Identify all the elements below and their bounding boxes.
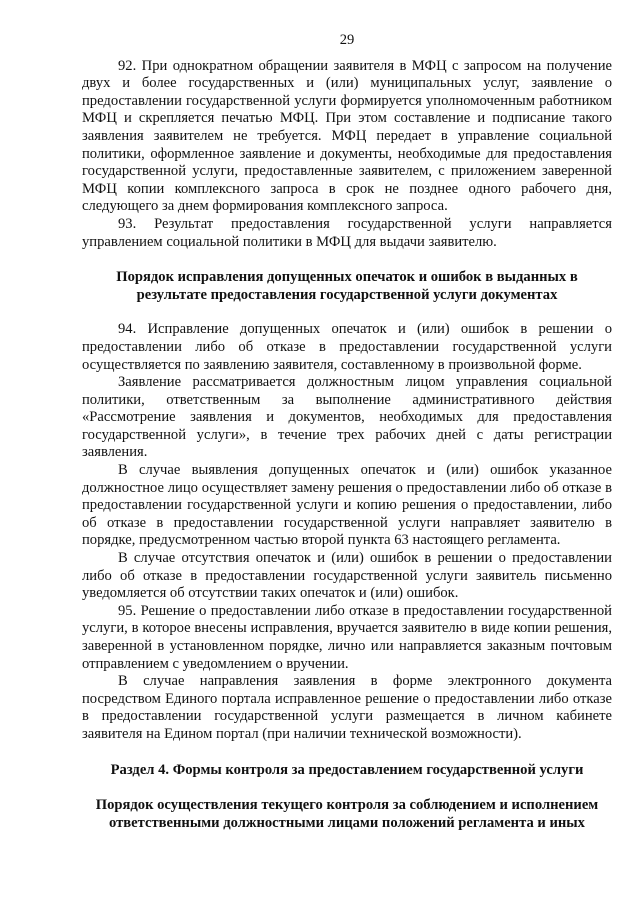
paragraph-no-errors: В случае отсутствия опечаток и (или) ошибок в решении о предоставлении либо об отказе в предоставлении государственной услуги заявитель письменно уведомляется об отсутствии таких опечаток и (или) ошибок. (82, 550, 612, 602)
paragraph-92: 92. При однократном обращении заявителя в МФЦ с запросом на получение двух и более государственных и (или) муниципальных услуг, заявление о предоставлении государственной услуги формируется уполномоченным работником МФЦ и скрепляется печатью МФЦ. При этом составление и подписание такого заявления заявителем не требуется. МФЦ передает в управление социальной политики, оформленное заявление и документы, необходимые для предоставления государственной услуги, предоставленные заявителем, с приложением заверенной МФЦ копии комплексного запроса в срок не позднее одного рабочего дня, следующего за днем формирования комплексного запроса. (82, 57, 612, 215)
section-heading-corrections: Порядок исправления допущенных опечаток и ошибок в выданных в результате предоставления государственной услуги документах (116, 269, 578, 303)
page-number: 29 (339, 32, 355, 48)
section-4-heading: Раздел 4. Формы контроля за предоставлением государственной услуги (110, 761, 584, 778)
spacer (82, 779, 612, 797)
paragraph-94: 94. Исправление допущенных опечаток и (или) ошибок в решении о предоставлении либо об отказе в предоставлении государственной услуги осуществляется по заявлению заявителя, составленному в произвольной форме. (82, 321, 612, 373)
paragraph-93: 93. Результат предоставления государственной услуги направляется управлением социальной политики в МФЦ для выдачи заявителю. (82, 215, 612, 250)
paragraph-95: 95. Решение о предоставлении либо отказе в предоставлении государственной услуги, в которое внесены исправления, вручается заявителю в виде копии решения, заверенной в установленном порядке, лично или направляется заказным почтовым отправлением с уведомлением о вручении. (82, 602, 612, 672)
subsection-heading-control: Порядок осуществления текущего контроля за соблюдением и исполнением ответственными должностными лицами положений регламента и иных (95, 797, 599, 831)
paragraph-electronic: В случае направления заявления в форме электронного документа посредством Единого портала исправленное решение о предоставлении либо отказе в предоставлении государственной услуги размещается в личном кабинете заявителя на Едином портал (при наличии технической возможности). (82, 673, 612, 742)
paragraph-errors-found: В случае выявления допущенных опечаток и (или) ошибок указанное должностное лицо осуществляет замену решения о предоставлении либо об отказе в предоставлении государственной услуги и копию решения о предоставлении, либо об отказе в предоставлении государственной услуги направляет заявителю в порядке, предусмотренном частью второй пункта 63 настоящего регламента. (82, 462, 612, 549)
spacer (82, 304, 612, 321)
spacer (82, 251, 612, 269)
spacer (82, 744, 612, 762)
paragraph-review: Заявление рассматривается должностным лицом управления социальной политики, ответственным за выполнение административного действия «Рассмотрение заявления и документов, необходимых для предоставления государственной услуги», в течение трех рабочих дней с даты регистрации заявления. (82, 374, 612, 461)
document-page (82, 32, 612, 832)
